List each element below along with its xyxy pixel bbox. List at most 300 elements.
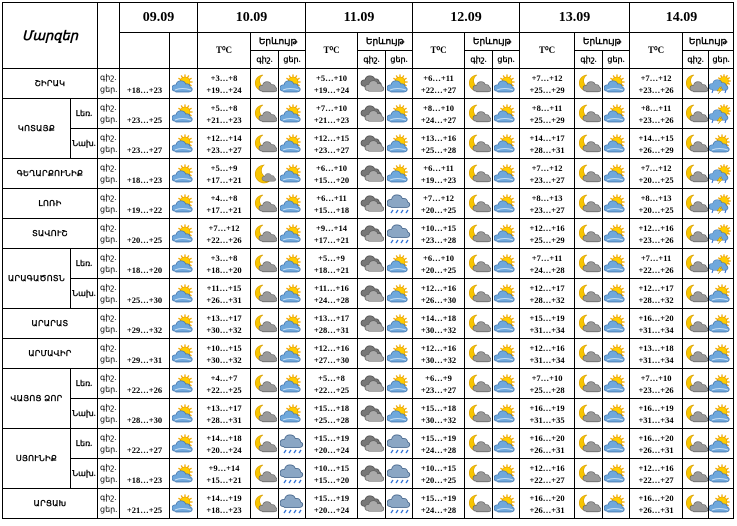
period-labels — [98, 429, 120, 459]
night-icon-cell — [575, 279, 603, 309]
temperature-range — [413, 69, 465, 99]
day-icon-cell — [603, 459, 630, 489]
night-icon-cell — [358, 69, 386, 99]
temperature-range — [413, 219, 465, 249]
day-icon-cell — [493, 279, 520, 309]
region-name: ԱՐՑԱԽ — [3, 489, 98, 519]
sun-cloud-icon — [279, 224, 305, 244]
temperature-range — [120, 69, 170, 99]
region-row — [3, 429, 734, 459]
sun-cloud-icon — [709, 134, 733, 154]
night-icon-cell — [575, 459, 603, 489]
temperature-range — [120, 159, 170, 189]
temperature-range — [413, 339, 465, 369]
day-temp: +26…+31 — [638, 504, 674, 515]
sun-cloud-icon — [170, 224, 197, 244]
day-icon-cell — [386, 219, 413, 249]
day-temp: +26…+30 — [420, 294, 457, 305]
night-icon-cell — [251, 159, 279, 189]
night-icon-cell — [683, 429, 709, 459]
night-temp: +9…+14 — [316, 222, 347, 233]
temperature-range — [630, 129, 683, 159]
region-row — [3, 339, 734, 369]
night-icon-cell — [465, 189, 493, 219]
sun-cloud-icon — [603, 164, 629, 184]
sun-cloud-icon — [493, 104, 519, 124]
day-icon-cell — [386, 189, 413, 219]
day-temp: +20…+25 — [420, 204, 457, 215]
moon-cloud-icon — [683, 194, 708, 214]
day-icon-cell — [493, 309, 520, 339]
day-label: ցեր. — [100, 324, 118, 334]
sun-cloud-icon — [386, 74, 412, 94]
day-icon-cell — [386, 489, 413, 519]
day-label: ցեր. — [100, 144, 118, 154]
temperature-range — [520, 189, 575, 219]
phenomena-header: Երևույթ — [575, 33, 630, 51]
date-header: 12.09 — [413, 3, 520, 33]
night-temp: +7…+10 — [316, 102, 347, 113]
temperature-range — [198, 489, 251, 519]
moon-cloud-icon — [683, 224, 708, 244]
day-icon-cell — [386, 399, 413, 429]
day-temp: +21…+23 — [206, 114, 242, 125]
day-temp: +17…+21 — [313, 234, 350, 245]
rain-icon — [279, 434, 305, 454]
day-icon-cell — [386, 369, 413, 399]
sun-cloud-icon — [386, 284, 412, 304]
temperature-range — [198, 399, 251, 429]
day-temp: +30…+32 — [420, 354, 457, 365]
temperature-range — [413, 99, 465, 129]
temperature-range — [120, 489, 170, 519]
day-temp: +21…+23 — [313, 114, 350, 125]
sun-cloud-icon — [709, 494, 733, 514]
day-icon-cell — [279, 129, 306, 159]
day-label: ցեր. — [100, 234, 118, 244]
sun-cloud-icon — [493, 284, 519, 304]
night-temp: +12…+16 — [420, 342, 457, 353]
region-row — [3, 399, 734, 429]
sun-cloud-icon — [386, 164, 412, 184]
day-temp: +29…+31 — [126, 354, 163, 365]
moon-cloud-icon — [683, 494, 708, 514]
period-labels — [98, 189, 120, 219]
moon-cloud-icon — [683, 374, 708, 394]
day-icon-cell — [493, 189, 520, 219]
day-icon-cell — [386, 339, 413, 369]
day-temp: +30…+32 — [206, 354, 242, 365]
period-labels — [98, 459, 120, 489]
night-temp: +5…+9 — [210, 162, 238, 173]
night-label: գիշ. — [100, 402, 117, 412]
moon-cloud-icon — [251, 314, 278, 334]
cloudy-icon — [358, 104, 385, 124]
sun-cloud-icon — [279, 284, 305, 304]
night-label: գիշ. — [100, 252, 117, 262]
night-temp: +12…+16 — [420, 282, 457, 293]
day-icon-cell — [603, 309, 630, 339]
day-temp: +25…+29 — [529, 234, 565, 245]
temperature-range — [198, 369, 251, 399]
temperature-range — [413, 489, 465, 519]
moon-cloud-icon — [251, 434, 278, 454]
night-temp: +9…+14 — [208, 462, 240, 473]
day-temp: +22…+27 — [126, 444, 163, 455]
sun-cloud-icon — [170, 434, 197, 454]
moon-cloud-icon — [575, 224, 602, 244]
night-temp: +5…+8 — [318, 372, 345, 383]
temperature-range — [413, 129, 465, 159]
temp-header: T⁰C — [413, 33, 465, 69]
night-icon-cell — [465, 369, 493, 399]
night-label: գիշ. — [100, 132, 117, 142]
cloudy-icon — [358, 74, 385, 94]
sun-cloud-icon — [386, 104, 412, 124]
night-temp: +12…+16 — [638, 222, 674, 233]
temperature-range — [630, 159, 683, 189]
night-temp: +12…+14 — [206, 132, 242, 143]
night-temp: +5…+9 — [318, 252, 345, 263]
night-temp: +6…+11 — [423, 162, 454, 173]
day-icon-cell — [279, 159, 306, 189]
period-labels — [98, 339, 120, 369]
night-temp: +16…+20 — [529, 432, 565, 443]
weather-icon-cell — [170, 69, 198, 99]
day-temp: +18…+20 — [206, 264, 242, 275]
temperature-range — [413, 309, 465, 339]
night-temp: +7…+12 — [531, 72, 563, 83]
day-label: ցեր. — [100, 84, 118, 94]
day-temp: +28…+30 — [126, 414, 163, 425]
temperature-range — [198, 99, 251, 129]
day-icon-cell — [709, 279, 734, 309]
day-icon-cell — [603, 99, 630, 129]
period-labels — [98, 489, 120, 519]
rain-icon — [386, 224, 412, 244]
day-temp: +23…+26 — [638, 234, 674, 245]
night-icon-cell — [575, 189, 603, 219]
night-icon-cell — [251, 489, 279, 519]
moon-cloud-icon — [575, 134, 602, 154]
sun-cloud-icon — [170, 494, 197, 514]
moon-cloud-icon — [465, 434, 492, 454]
night-icon-cell — [251, 309, 279, 339]
sun-cloud-icon — [493, 314, 519, 334]
night-icon-cell — [358, 249, 386, 279]
weather-icon-cell — [170, 279, 198, 309]
sun-cloud-icon — [386, 344, 412, 364]
night-icon-cell — [465, 429, 493, 459]
cloudy-icon — [358, 434, 385, 454]
temperature-range — [198, 429, 251, 459]
temperature-range — [198, 339, 251, 369]
day-icon-cell — [386, 459, 413, 489]
date-header: 09.09 — [120, 3, 198, 33]
night-temp: +12…+16 — [529, 222, 565, 233]
night-temp: +15…+19 — [313, 432, 350, 443]
temperature-range — [198, 189, 251, 219]
moon-cloud-icon — [683, 74, 708, 94]
day-header: ցեր. — [493, 51, 520, 69]
night-icon-cell — [251, 69, 279, 99]
period-labels — [98, 249, 120, 279]
day-temp: +24…+28 — [420, 444, 457, 455]
temperature-range — [630, 489, 683, 519]
temperature-range — [520, 309, 575, 339]
day-icon-cell — [603, 489, 630, 519]
sun-cloud-icon — [279, 374, 305, 394]
region-row — [3, 489, 734, 519]
night-temp: +13…+17 — [206, 402, 242, 413]
night-temp: +6…+11 — [423, 72, 454, 83]
temperature-range — [520, 399, 575, 429]
sun-cloud-icon — [493, 374, 519, 394]
sun-cloud-icon — [709, 284, 733, 304]
night-icon-cell — [465, 309, 493, 339]
weather-icon-cell — [170, 159, 198, 189]
temp-header: T⁰C — [520, 33, 575, 69]
night-icon-cell — [358, 399, 386, 429]
night-temp: +3…+8 — [210, 252, 238, 263]
temperature-range — [413, 159, 465, 189]
night-icon-cell — [358, 309, 386, 339]
rain-icon — [386, 494, 412, 514]
day-icon-cell — [279, 339, 306, 369]
sun-cloud-icon — [170, 404, 197, 424]
day-temp: +31…+34 — [638, 324, 674, 335]
night-label: գիշ. — [100, 102, 117, 112]
day-temp: +28…+32 — [529, 294, 565, 305]
temperature-range — [413, 429, 465, 459]
sun-cloud-icon — [709, 434, 733, 454]
sun-cloud-icon — [279, 254, 305, 274]
sun-cloud-icon — [493, 254, 519, 274]
night-temp: +14…+19 — [206, 492, 242, 503]
night-icon-cell — [465, 219, 493, 249]
sun-cloud-icon — [170, 464, 197, 484]
day-temp: +30…+32 — [420, 414, 457, 425]
night-temp: +16…+20 — [638, 432, 674, 443]
night-temp: +4…+7 — [210, 372, 238, 383]
subregion-label: Լեռ. — [71, 429, 98, 459]
day-temp: +23…+26 — [638, 114, 674, 125]
moon-cloud-icon — [683, 314, 708, 334]
night-label: գիշ. — [100, 462, 117, 472]
sun-cloud-icon — [493, 74, 519, 94]
day-temp: +20…+25 — [420, 264, 457, 275]
moon-cloud-icon — [683, 134, 708, 154]
night-temp: +16…+19 — [638, 402, 674, 413]
night-temp: +6…+10 — [423, 252, 454, 263]
night-temp: +5…+10 — [316, 72, 347, 83]
day-temp: +18…+23 — [126, 474, 163, 485]
subregion-label: Լեռ. — [71, 99, 98, 129]
night-icon-cell — [251, 189, 279, 219]
night-icon-cell — [251, 219, 279, 249]
temperature-range — [306, 369, 358, 399]
moon-cloud-icon — [465, 344, 492, 364]
temperature-range — [198, 309, 251, 339]
night-icon-cell — [358, 459, 386, 489]
day-label: ցեր. — [100, 504, 118, 514]
subregion-label: Նախ. — [71, 279, 98, 309]
rain-icon — [386, 194, 412, 214]
moon-cloud-icon — [251, 134, 278, 154]
night-temp: +8…+11 — [640, 102, 672, 113]
night-icon-cell — [358, 369, 386, 399]
temperature-range — [306, 489, 358, 519]
night-temp: +12…+16 — [313, 342, 350, 353]
day-temp: +30…+32 — [206, 324, 242, 335]
period-labels — [98, 369, 120, 399]
night-label: գիշ. — [100, 492, 117, 502]
night-icon-cell — [683, 339, 709, 369]
temperature-range — [630, 219, 683, 249]
night-temp: +3…+8 — [210, 72, 238, 83]
day-icon-cell — [279, 249, 306, 279]
date-header: 14.09 — [630, 3, 734, 33]
day-temp: +28…+32 — [638, 294, 674, 305]
day-icon-cell — [603, 399, 630, 429]
sun-cloud-icon — [709, 404, 733, 424]
sun-cloud-icon — [603, 224, 629, 244]
night-temp: +14…+17 — [529, 132, 565, 143]
night-icon-cell — [575, 489, 603, 519]
moon-cloud-icon — [465, 164, 492, 184]
moon-cloud-icon — [251, 494, 278, 514]
weather-icon-cell — [170, 99, 198, 129]
day-temp: +29…+32 — [126, 324, 163, 335]
night-icon-cell — [251, 129, 279, 159]
temperature-range — [198, 249, 251, 279]
night-temp: +6…+9 — [425, 372, 452, 383]
temperature-range — [306, 399, 358, 429]
day-icon-cell — [709, 159, 734, 189]
sun-cloud-icon — [493, 194, 519, 214]
night-icon-cell — [251, 459, 279, 489]
moon-cloud-icon — [465, 254, 492, 274]
moon-cloud-icon — [575, 374, 602, 394]
moon-cloud-icon — [465, 74, 492, 94]
day-icon-cell — [709, 309, 734, 339]
subregion-label: Նախ. — [71, 459, 98, 489]
day-temp: +23…+26 — [638, 384, 674, 395]
day-label: ցեր. — [100, 384, 118, 394]
moon-cloud-icon — [251, 344, 278, 364]
temperature-range — [306, 309, 358, 339]
night-temp: +8…+13 — [531, 192, 563, 203]
night-icon-cell — [358, 99, 386, 129]
sun-cloud-icon — [493, 404, 519, 424]
subregion-label: Լեռ. — [71, 369, 98, 399]
night-icon-cell — [683, 219, 709, 249]
day-icon-cell — [493, 399, 520, 429]
sun-cloud-icon — [493, 224, 519, 244]
night-icon-cell — [358, 429, 386, 459]
day-temp: +28…+31 — [206, 414, 242, 425]
moon-cloud-icon — [251, 284, 278, 304]
day-icon-cell — [603, 129, 630, 159]
sun-cloud-icon — [386, 404, 412, 424]
day-icon-cell — [493, 429, 520, 459]
moon-cloud-icon — [575, 464, 602, 484]
moon-cloud-icon — [575, 314, 602, 334]
temperature-range — [630, 339, 683, 369]
temperature-range — [630, 309, 683, 339]
temp-header: T⁰C — [198, 33, 251, 69]
temperature-range — [520, 69, 575, 99]
day-icon-cell — [709, 369, 734, 399]
night-label: գիշ. — [100, 312, 117, 322]
cloudy-icon — [358, 134, 385, 154]
night-temp: +12…+17 — [638, 282, 674, 293]
night-temp: +7…+12 — [208, 222, 240, 233]
sun-cloud-icon — [709, 374, 733, 394]
night-temp: +4…+8 — [210, 192, 238, 203]
day-icon-cell — [493, 69, 520, 99]
day-header: ցեր. — [603, 51, 630, 69]
night-icon-cell — [358, 279, 386, 309]
period-labels — [98, 159, 120, 189]
rain-icon — [386, 464, 412, 484]
day-icon-cell — [493, 489, 520, 519]
night-header: գիշ. — [251, 51, 279, 69]
sun-cloud-icon — [493, 344, 519, 364]
day-label: ցեր. — [100, 114, 118, 124]
night-temp: +7…+12 — [423, 192, 454, 203]
temperature-range — [306, 219, 358, 249]
day-temp: +22…+26 — [638, 264, 674, 275]
moon-cloud-icon — [465, 314, 492, 334]
region-row — [3, 249, 734, 279]
day-temp: +15…+20 — [313, 474, 350, 485]
sun-cloud-icon — [603, 344, 629, 364]
sun-cloud-icon — [603, 464, 629, 484]
day-label: ցեր. — [100, 264, 118, 274]
night-temp: +13…+18 — [638, 342, 674, 353]
sun-cloud-icon — [170, 254, 197, 274]
region-row — [3, 159, 734, 189]
temperature-range — [630, 249, 683, 279]
night-header: գիշ. — [358, 51, 386, 69]
cloudy-icon — [358, 164, 385, 184]
temperature-range — [520, 459, 575, 489]
day-label: ցեր. — [100, 414, 118, 424]
night-icon-cell — [358, 129, 386, 159]
temperature-range — [630, 189, 683, 219]
day-temp: +22…+25 — [206, 384, 242, 395]
day-icon-cell — [493, 159, 520, 189]
day-icon-cell — [279, 69, 306, 99]
temp-header: T⁰C — [306, 33, 358, 69]
day-icon-cell — [386, 99, 413, 129]
night-temp: +12…+15 — [313, 132, 350, 143]
night-header: գիշ. — [683, 51, 709, 69]
day-temp: +20…+24 — [206, 444, 242, 455]
thunderstorm-icon — [709, 254, 733, 274]
day-label: ցեր. — [100, 174, 118, 184]
day-temp: +31…+34 — [638, 414, 674, 425]
day-icon-cell — [493, 459, 520, 489]
day-temp: +19…+24 — [206, 84, 242, 95]
temperature-range — [120, 189, 170, 219]
temperature-range — [306, 189, 358, 219]
night-temp: +7…+12 — [531, 162, 563, 173]
phenomena-header: Երևույթ — [358, 33, 413, 51]
phenomena-header: Երևույթ — [465, 33, 520, 51]
thunderstorm-icon — [709, 194, 733, 214]
